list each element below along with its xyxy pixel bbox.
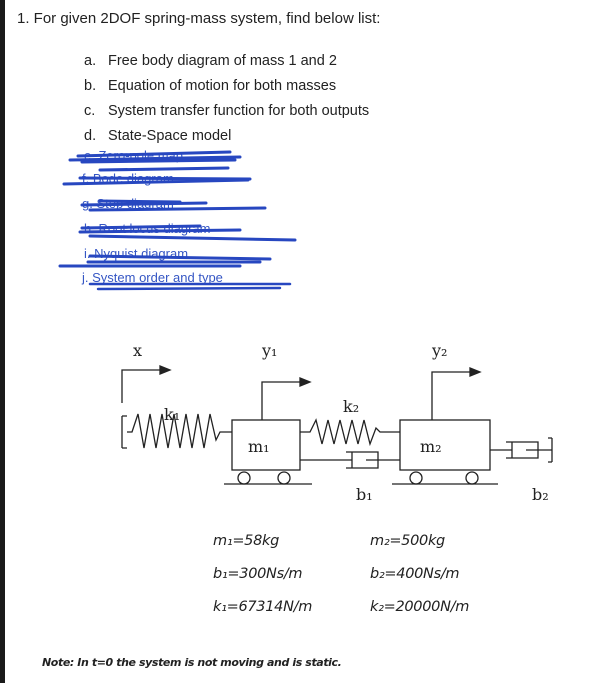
crossed-item-e: e. Zero-pole map bbox=[84, 148, 184, 163]
label-k2: k₂ bbox=[343, 397, 360, 416]
label-b2: b₂ bbox=[532, 485, 549, 504]
list-item-letter: a. bbox=[84, 53, 97, 69]
wall bbox=[122, 416, 127, 448]
label-b1: b₁ bbox=[356, 485, 373, 504]
question-title: 1. For given 2DOF spring-mass system, find below list: bbox=[17, 10, 381, 27]
strikethrough-scribbles bbox=[60, 152, 295, 289]
param-k2: k₂=20000N/m bbox=[370, 599, 470, 615]
arrow-y1 bbox=[262, 382, 300, 420]
list-item-letter: b. bbox=[84, 78, 97, 94]
param-b2: b₂=400Ns/m bbox=[370, 566, 460, 582]
spring-k2 bbox=[300, 420, 400, 444]
label-k1: k₁ bbox=[164, 405, 181, 424]
mass-2-wheel-right bbox=[466, 472, 478, 484]
crossed-item-g: g. Step diagram bbox=[82, 196, 174, 211]
list-item-letter: d. bbox=[84, 128, 97, 144]
label-m1: m₁ bbox=[248, 437, 270, 456]
list-item-text: Equation of motion for both masses bbox=[108, 78, 337, 94]
label-y2: y₂ bbox=[432, 341, 448, 360]
param-m1: m₁=58kg bbox=[213, 533, 280, 549]
crossed-item-i: i. Nyquist diagram bbox=[84, 246, 189, 261]
arrow-y2 bbox=[432, 372, 470, 420]
arrow-x bbox=[122, 370, 160, 403]
list-item-text: Free body diagram of mass 1 and 2 bbox=[108, 53, 337, 69]
crossed-item-f: f. Bode diagram bbox=[82, 171, 174, 186]
param-k1: k₁=67314N/m bbox=[213, 599, 313, 615]
crossed-item-h: h. Root locus diagram bbox=[84, 221, 211, 236]
mass-1-wheel-right bbox=[278, 472, 290, 484]
label-x: x bbox=[133, 341, 143, 360]
param-m2: m₂=500kg bbox=[370, 533, 445, 549]
list-item-letter: c. bbox=[84, 103, 96, 119]
list-item-text: System transfer function for both outputs bbox=[108, 103, 370, 119]
label-y1: y₁ bbox=[262, 341, 278, 360]
mass-2-block bbox=[400, 420, 490, 470]
param-b1: b₁=300Ns/m bbox=[213, 566, 303, 582]
mass-1-wheel-left bbox=[238, 472, 250, 484]
label-m2: m₂ bbox=[420, 437, 442, 456]
crossed-item-j: j. System order and type bbox=[82, 270, 223, 285]
damper-b1 bbox=[300, 452, 400, 468]
damper-b2 bbox=[490, 442, 552, 458]
mass-2-wheel-left bbox=[410, 472, 422, 484]
list-item-text: State-Space model bbox=[108, 128, 232, 144]
note-text: Note: In t=0 the system is not moving and is static. bbox=[42, 656, 342, 669]
